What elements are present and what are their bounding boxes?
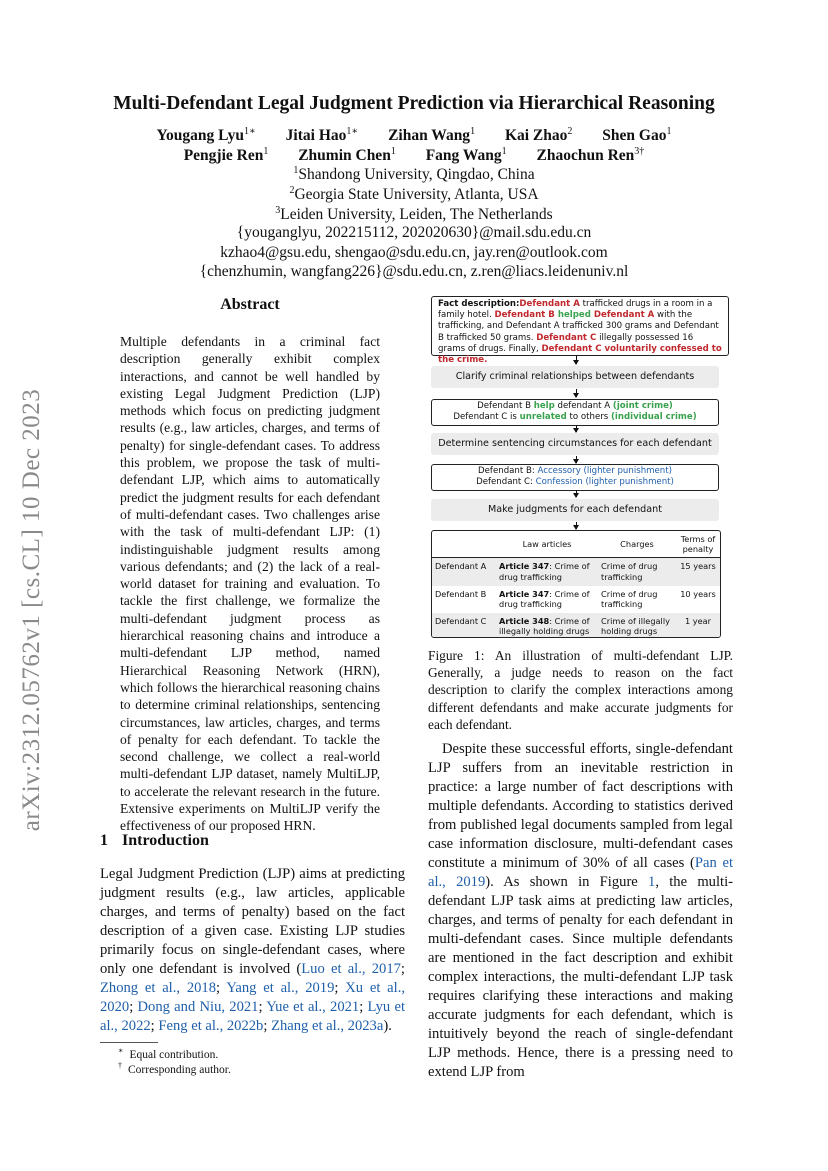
fact-description-box: Fact description:Defendant A trafficked drugs in a room in a family hotel. Defendant B helped Defendant A with the trafficking, and Defendant A trafficked 300 grams and Defendant B trafficked 50 grams. Defendant C illegally possessed 16 grams of drugs. Finally, Defendant C voluntarily confessed to the crime. xyxy=(431,296,729,356)
author: Shen Gao$^1$ xyxy=(602,126,672,145)
citation-link[interactable]: Yang et al., 2019 xyxy=(226,980,335,996)
citation-link[interactable]: Feng et al., 2022b xyxy=(158,1018,264,1034)
email-line: {youganglyu, 202215112, 202020630}@mail.sdu.edu.cn xyxy=(236,224,592,241)
affiliation: $^3$Leiden University, Leiden, The Netherlands xyxy=(275,205,553,224)
step-sentencing-circumstances: Determine sentencing circumstances for each defendant xyxy=(431,433,719,455)
judgment-table-box xyxy=(431,530,721,638)
judgment-table xyxy=(432,531,720,638)
intro-paragraph: Legal Judgment Prediction (LJP) aims at predicting judgment results (e.g., law articles, applicable charges, and terms of penalty) based on the fact description of a given case. Existing LJP studies primarily focus on single-defendant cases, where only one defendant is involved (Luo et al., 2017; Zhong et al., 2018; Yang et al., 2019; Xu et al., 2020; Dong and Niu, 2021; Yue et al., 2021; Lyu et al., 2022; Feng et al., 2022b; Zhang et al., 2023a). xyxy=(100,866,406,1034)
step-clarify-relationships: Clarify criminal relationships between defendants xyxy=(431,366,719,388)
citation-link[interactable]: Dong and Niu, 2021 xyxy=(137,999,259,1015)
citation-link[interactable]: Luo et al., 2017 xyxy=(301,961,401,977)
authors-row-1 xyxy=(100,126,728,145)
sentencing-result-box: Defendant B: Accessory (lighter punishment) Defendant C: Confession (lighter punishment) xyxy=(431,464,719,491)
author: Zihan Wang$^1$ xyxy=(388,126,476,145)
email-line: {chenzhumin, wangfang226}@sdu.edu.cn, z.ren@liacs.leidenuniv.nl xyxy=(199,263,629,280)
citation-link[interactable]: Zhong et al., 2018 xyxy=(100,980,217,996)
author: Jitai Hao$^{1∗}$ xyxy=(285,126,359,145)
author: Zhaochun Ren$^{3\dagger}$ xyxy=(536,146,645,165)
table-header-row: Law articles Charges Terms of penalty xyxy=(432,531,720,558)
step-make-judgments: Make judgments for each defendant xyxy=(431,499,719,521)
author: Fang Wang$^1$ xyxy=(425,146,507,165)
author: Kai Zhao$^2$ xyxy=(504,126,573,145)
author: Pengjie Ren$^1$ xyxy=(183,146,269,165)
down-arrow-icon xyxy=(576,490,577,497)
abstract-heading: Abstract xyxy=(220,296,280,313)
down-arrow-icon xyxy=(576,389,577,397)
author: Yougang Lyu$^{1∗}$ xyxy=(156,126,256,145)
down-arrow-icon xyxy=(576,425,577,432)
abstract-text: Multiple defendants in a criminal fact description generally exhibit complex interactions, and cannot be well handled by existing Legal Judgment Prediction (LJP) methods which focus on predicting judgment results (e.g., law articles, charges, and terms of penalty) for single-defendant cases. To address this problem, we propose the task of multi-defendant LJP, which aims to automatically predict the judgment results for each defendant of multi-defendant cases. Two challenges arise with the task of multi-defendant LJP: (1) indistinguishable judgment results among various defendants; and (2) the lack of a real-world dataset for training and evaluation. To tackle the first challenge, we formalize the multi-defendant judgment process as hierarchical reasoning chains and introduce a multi-defendant LJP method, named Hierarchical Reasoning Network (HRN), which follows the hierarchical reasoning chains to determine criminal relationships, sentencing circumstances, law articles, charges, and terms of penalty for each defendant. To tackle the second challenge, we collect a real-world multi-defendant LJP dataset, namely MultiLJP, to accelerate the relevant research in the future. Extensive experiments on MultiLJP verify the effectiveness of our proposed HRN. xyxy=(120,334,380,834)
author: Zhumin Chen$^1$ xyxy=(298,146,396,165)
paper-title: Multi-Defendant Legal Judgment Prediction via Hierarchical Reasoning xyxy=(113,93,715,114)
affiliation: $^2$Georgia State University, Atlanta, USA xyxy=(289,185,539,204)
email-line: kzhao4@gsu.edu, shengao@sdu.edu.cn, jay.ren@outlook.com xyxy=(220,244,608,261)
down-arrow-icon xyxy=(576,456,577,463)
affiliation: $^1$Shandong University, Qingdao, China xyxy=(293,165,535,184)
table-row: Defendant B Article 347: Crime of drug trafficking Crime of drug trafficking 10 years xyxy=(435,588,716,610)
citation-link[interactable]: Xu et al., 2020 xyxy=(100,980,406,1015)
arxiv-stamp xyxy=(12,360,52,860)
down-arrow-icon xyxy=(576,522,577,529)
body-paragraph: Despite these successful efforts, single-defendant LJP suffers from an inevitable restriction in practice: a large number of fact descriptions with multiple defendants. According to statistics derived from published legal documents sampled from legal case information disclosure, multi-defendant cases constitute a minimum of 30% of all cases (Pan et al., 2019). As shown in Figure 1, the multi-defendant LJP task aims at predicting law articles, charges, and terms of penalty for each defendant in multi-defendant cases. Since multiple defendants are mentioned in the fact description and exhibit complex interactions, the multi-defendant LJP task requires clarifying these interactions and making accurate judgments for each defendant, which is intuitively beyond the reach of single-defendant LJP methods. Hence, there is a pressing need to extend LJP from xyxy=(428,741,734,1080)
footnote: ∗ Equal contribution. xyxy=(118,1046,219,1061)
table-row: Defendant C Article 348: Crime of illegally holding drugs Crime of illegally holding drugs 1 year xyxy=(432,613,720,638)
footnote-rule xyxy=(100,1042,158,1043)
figure-caption: Figure 1: An illustration of multi-defendant LJP. Generally, a judge needs to reason on the fact description to clarify the complex interactions among different defendants and make accurate judgments for each defendant. xyxy=(428,648,733,732)
footnote: † Corresponding author. xyxy=(118,1061,231,1076)
down-arrow-icon xyxy=(576,355,577,364)
citation-link[interactable]: Yue et al., 2021 xyxy=(266,999,360,1015)
citation-link[interactable]: Pan et al., 2019 xyxy=(428,855,733,890)
figure-ref-link[interactable]: 1 xyxy=(648,874,656,890)
figure-1 xyxy=(428,296,734,641)
section-heading: 1 Introduction xyxy=(100,832,209,849)
citation-link[interactable]: Zhang et al., 2023a xyxy=(271,1018,384,1034)
authors-row-2 xyxy=(100,146,728,165)
citation-link[interactable]: Lyu et al., 2022 xyxy=(100,999,406,1034)
relationship-result-box: Defendant B help defendant A (joint crime) Defendant C is unrelated to others (individual crime) xyxy=(431,399,719,426)
table-row: Defendant A Article 347: Crime of drug trafficking Crime of drug trafficking 15 years xyxy=(432,558,720,586)
arxiv-id: arXiv:2312.05762v1 [cs.CL] 10 Dec 2023 xyxy=(18,388,45,832)
